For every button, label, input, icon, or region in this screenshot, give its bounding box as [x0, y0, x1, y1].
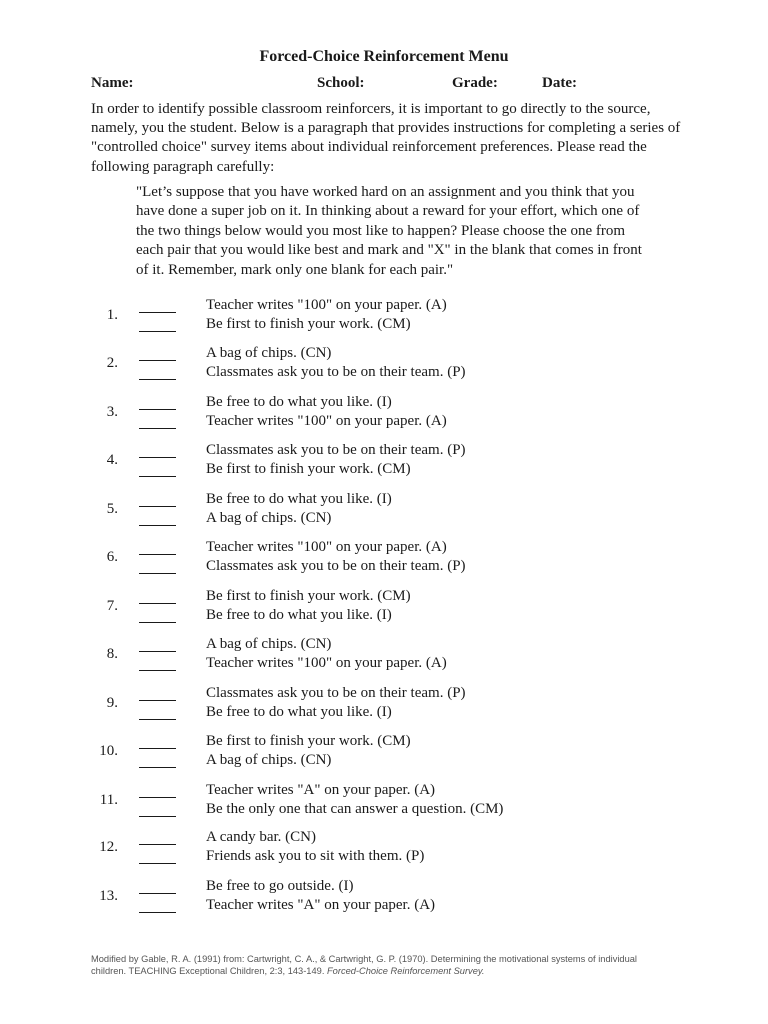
choice-item: [0, 297, 768, 339]
item-number: 7.: [106, 598, 118, 614]
option-b: Friends ask you to sit with them. (P): [206, 848, 425, 864]
option-b: Be the only one that can answer a question. (CM): [206, 801, 504, 817]
option-b: A bag of chips. (CN): [206, 510, 332, 526]
answer-blank-a[interactable]: [139, 539, 176, 555]
option-a: Teacher writes "A" on your paper. (A): [206, 782, 436, 798]
item-number: 8.: [106, 646, 118, 662]
option-a: Classmates ask you to be on their team. (P): [206, 442, 466, 458]
instruction-quote: "Let’s suppose that you have worked hard on an assignment and you think that you have done a super job on it. In thinking about a reward for your effort, which one of the two things below would you most like to happen? Please choose the one from each pair that you would like best and mark and "X" in the blank that comes in front of it. Remember, mark only one blank for each pair.": [136, 184, 642, 278]
item-number: 12.: [99, 839, 118, 855]
option-a: A bag of chips. (CN): [206, 636, 332, 652]
answer-blank-b[interactable]: [139, 655, 176, 671]
option-a: Be first to finish your work. (CM): [206, 588, 411, 604]
answer-blank-b[interactable]: [139, 510, 176, 526]
option-b: Teacher writes "100" on your paper. (A): [206, 655, 447, 671]
item-number: 3.: [106, 404, 118, 420]
answer-blank-b[interactable]: [139, 897, 176, 913]
answer-blank-b[interactable]: [139, 558, 176, 574]
answer-blank-a[interactable]: [139, 829, 176, 845]
item-number: 13.: [99, 888, 118, 904]
answer-blank-a[interactable]: [139, 491, 176, 507]
answer-blank-a[interactable]: [139, 636, 176, 652]
answer-blank-b[interactable]: [139, 607, 176, 623]
option-a: A bag of chips. (CN): [206, 345, 332, 361]
option-b: Teacher writes "A" on your paper. (A): [206, 897, 436, 913]
answer-blank-b[interactable]: [139, 704, 176, 720]
choice-item: [0, 636, 768, 678]
answer-blank-b[interactable]: [139, 364, 176, 380]
item-number: 11.: [99, 792, 118, 808]
option-b: Teacher writes "100" on your paper. (A): [206, 413, 447, 429]
choice-item: [0, 442, 768, 484]
option-b: Classmates ask you to be on their team. (P): [206, 364, 466, 380]
option-b: Be free to do what you like. (I): [206, 607, 392, 623]
answer-blank-a[interactable]: [139, 782, 176, 798]
option-a: Classmates ask you to be on their team. (P): [206, 685, 466, 701]
option-b: Classmates ask you to be on their team. (P): [206, 558, 466, 574]
answer-blank-a[interactable]: [139, 345, 176, 361]
option-a: Teacher writes "100" on your paper. (A): [206, 297, 447, 313]
option-a: Be free to go outside. (I): [206, 878, 354, 894]
item-number: 5.: [106, 501, 118, 517]
intro-paragraph: In order to identify possible classroom reinforcers, it is important to go directly to the source, namely, you the student. Below is a paragraph that provides instructions for completing a series of "controlled choice" survey items about individual reinforcement preferences. Please read the following paragraph carefully:: [91, 101, 681, 175]
item-number: 2.: [106, 355, 118, 371]
choice-item: [0, 491, 768, 533]
answer-blank-b[interactable]: [139, 413, 176, 429]
answer-blank-b[interactable]: [139, 752, 176, 768]
date-field-label[interactable]: Date:: [542, 75, 577, 91]
option-a: Be free to do what you like. (I): [206, 394, 392, 410]
answer-blank-b[interactable]: [139, 461, 176, 477]
option-b: Be free to do what you like. (I): [206, 704, 392, 720]
citation-footer: [91, 954, 671, 977]
option-a: Teacher writes "100" on your paper. (A): [206, 539, 447, 555]
item-number: 10.: [99, 743, 118, 759]
school-field-label[interactable]: School:: [317, 75, 365, 91]
header-fields: [0, 75, 768, 95]
answer-blank-a[interactable]: [139, 297, 176, 313]
choice-item: [0, 685, 768, 727]
choice-item: [0, 829, 768, 871]
answer-blank-a[interactable]: [139, 588, 176, 604]
item-number: 1.: [106, 307, 118, 323]
answer-blank-a[interactable]: [139, 733, 176, 749]
grade-field-label[interactable]: Grade:: [452, 75, 498, 91]
item-number: 9.: [106, 695, 118, 711]
answer-blank-b[interactable]: [139, 801, 176, 817]
citation-survey-title: Forced-Choice Reinforcement Survey.: [327, 965, 485, 976]
option-b: Be first to finish your work. (CM): [206, 316, 411, 332]
answer-blank-a[interactable]: [139, 442, 176, 458]
choice-item: [0, 733, 768, 775]
option-b: Be first to finish your work. (CM): [206, 461, 411, 477]
option-b: A bag of chips. (CN): [206, 752, 332, 768]
answer-blank-a[interactable]: [139, 394, 176, 410]
option-a: A candy bar. (CN): [206, 829, 316, 845]
option-a: Be free to do what you like. (I): [206, 491, 392, 507]
answer-blank-a[interactable]: [139, 878, 176, 894]
item-number: 4.: [106, 452, 118, 468]
name-field-label[interactable]: Name:: [91, 75, 134, 91]
choice-item: [0, 782, 768, 824]
choice-item: [0, 588, 768, 630]
choice-item: [0, 394, 768, 436]
answer-blank-b[interactable]: [139, 848, 176, 864]
choice-item: [0, 878, 768, 920]
answer-blank-b[interactable]: [139, 316, 176, 332]
citation-text: Modified by Gable, R. A. (1991) from: Cartwright, C. A., & Cartwright, G. P. (1970). Determining the motivational systems of individual children. TEACHING Exceptional Children, 2:3, 143-149.: [91, 954, 637, 976]
item-number: 6.: [106, 549, 118, 565]
option-a: Be first to finish your work. (CM): [206, 733, 411, 749]
answer-blank-a[interactable]: [139, 685, 176, 701]
page-title: Forced-Choice Reinforcement Menu: [259, 48, 509, 65]
choice-item: [0, 539, 768, 581]
choice-item: [0, 345, 768, 387]
